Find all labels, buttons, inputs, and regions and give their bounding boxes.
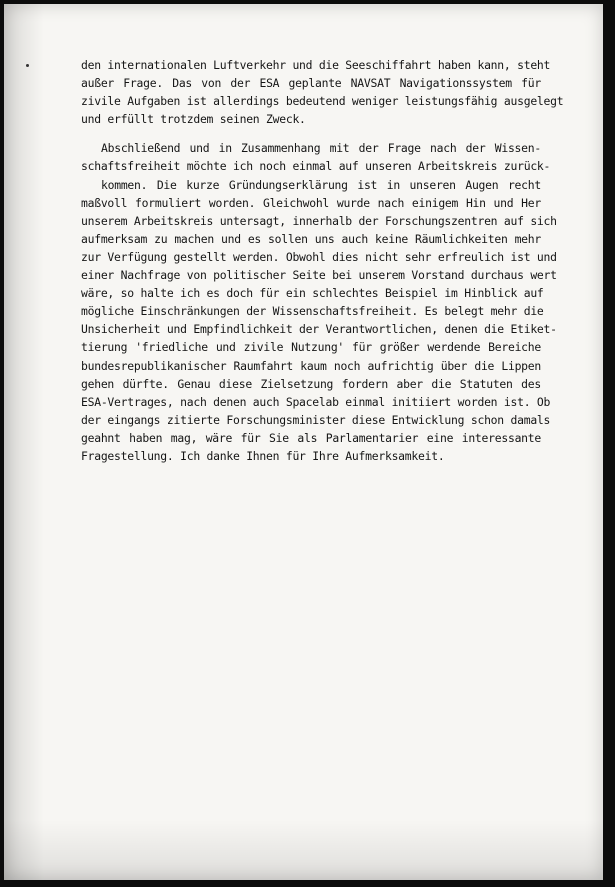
text-line: außer Frage. Das von der ESA geplante NAVSAT Navigationssystem für	[81, 76, 541, 91]
text-line: den internationalen Luftverkehr und die Seeschiffahrt haben kann, steht	[81, 58, 551, 72]
text-line: wäre, so halte ich es doch für ein schlechtes Beispiel im Hinblick auf	[81, 286, 544, 301]
text-line: einer Nachfrage von politischer Seite bei unserem Vorstand durchaus wert	[81, 268, 557, 283]
text-line: bundesrepublikanischer Raumfahrt kaum noch aufrichtig über die Lippen	[81, 358, 541, 373]
paragraph-2	[81, 139, 557, 465]
document-body	[81, 56, 564, 465]
text-line: gehen dürfte. Genau diese Zielsetzung fordern aber die Statuten des	[81, 376, 541, 391]
paragraph-1	[81, 56, 564, 128]
text-line: schaftsfreiheit möchte ich noch einmal auf unseren Arbeitskreis zurück-	[81, 159, 551, 174]
text-line: zur Verfügung gestellt werden. Obwohl dies nicht sehr erfreulich ist und	[81, 249, 557, 264]
paragraph-spacer	[81, 128, 541, 139]
text-line: kommen. Die kurze Gründungserklärung ist in unseren Augen recht	[101, 177, 541, 192]
text-line: mögliche Einschränkungen der Wissenschaftsfreiheit. Es belegt mehr die	[81, 304, 544, 319]
text-line: unserem Arbeitskreis untersagt, innerhalb der Forschungszentren auf sich	[81, 213, 557, 228]
scan-edge-shadow-left	[4, 4, 44, 880]
text-line: zivile Aufgaben ist allerdings bedeutend weniger leistungsfähig ausgelegt	[81, 94, 564, 109]
scan-edge-shadow-bottom	[4, 820, 603, 880]
text-line: der eingangs zitierte Forschungsminister diese Entwicklung schon damals	[81, 412, 551, 427]
text-line: Unsicherheit und Empfindlichkeit der Verantwortlichen, denen die Etiket-	[81, 322, 557, 337]
text-line: tierung 'friedliche und zivile Nutzung' für größer werdende Bereiche	[81, 340, 541, 355]
text-line: ESA-Vertrages, nach denen auch Spacelab einmal initiiert worden ist. Ob	[81, 394, 551, 409]
text-line: und erfüllt trotzdem seinen Zweck.	[81, 112, 306, 127]
text-line: geahnt haben mag, wäre für Sie als Parlamentarier eine interessante	[81, 430, 541, 445]
scanned-page	[4, 4, 603, 880]
text-line: Abschließend und in Zusammenhang mit der Frage nach der Wissen-	[101, 141, 541, 156]
margin-mark	[26, 64, 29, 67]
text-line: Fragestellung. Ich danke Ihnen für Ihre Aufmerksamkeit.	[81, 448, 445, 463]
text-line: maßvoll formuliert worden. Gleichwohl wurde nach einigem Hin und Her	[81, 195, 541, 210]
text-line: aufmerksam zu machen und es sollen uns auch keine Räumlichkeiten mehr	[81, 231, 541, 246]
